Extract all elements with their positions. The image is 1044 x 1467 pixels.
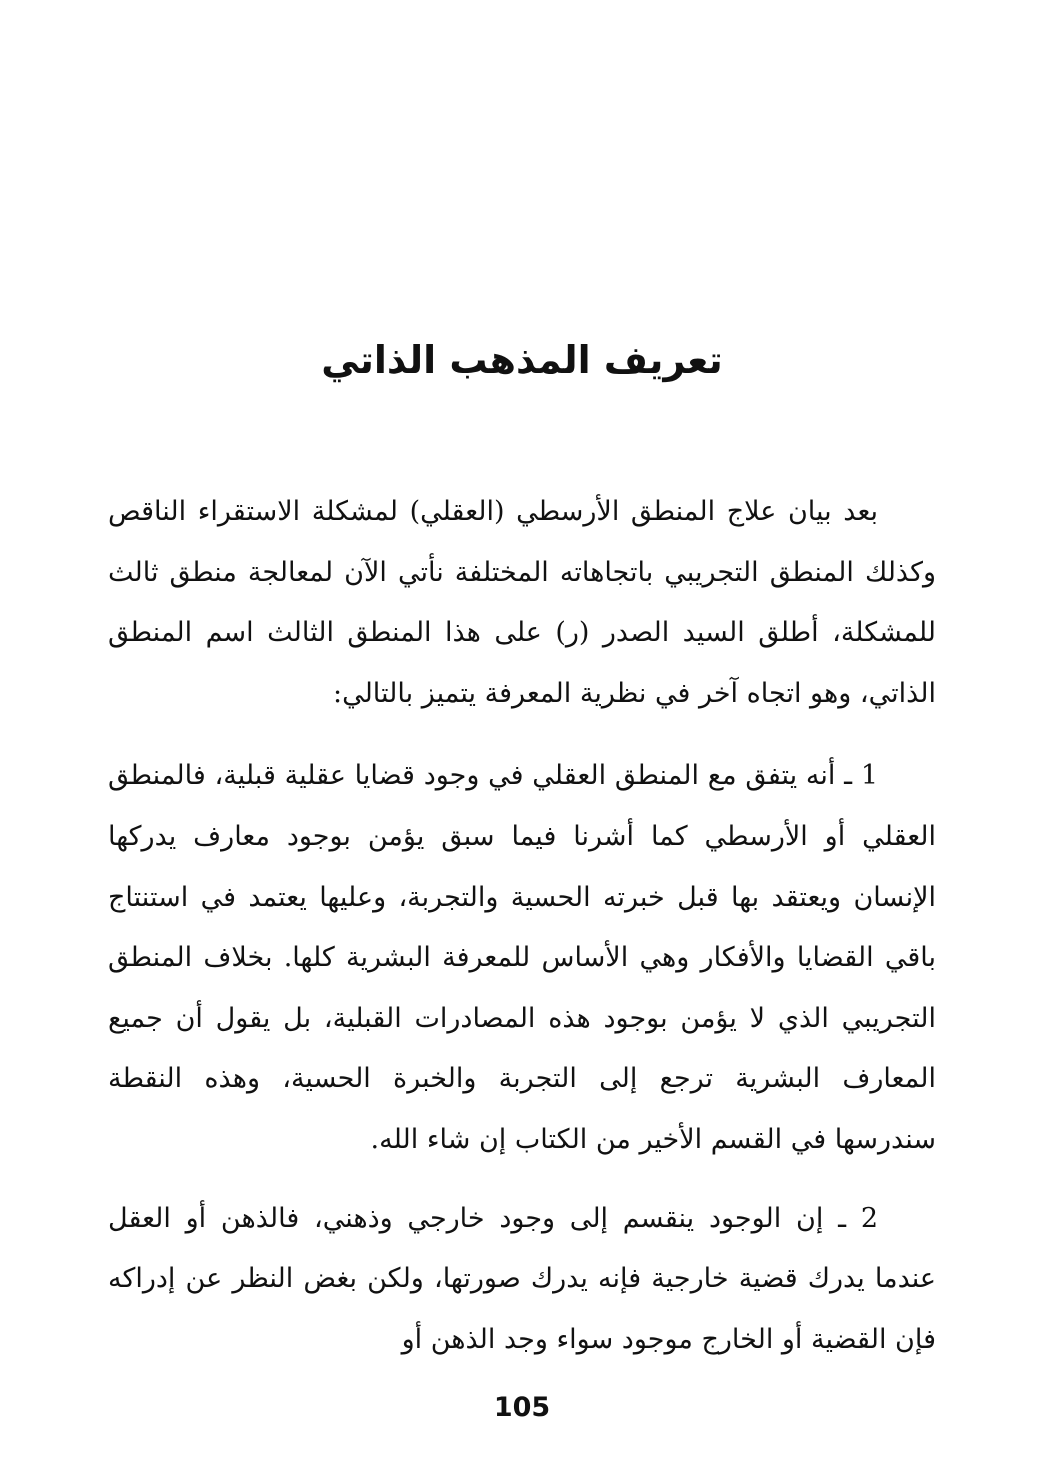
body-text [108, 482, 936, 1392]
paragraph-point-2: 2 ـ إن الوجود ينقسم إلى وجود خارجي وذهني، فالذهن أو العقل عندما يدرك قضية خارجية فإنه يدرك صورتها، ولكن بغض النظر عن إدراكه فإن القضية أو الخارج موجود سواء وجد الذهن أو [108, 1202, 936, 1355]
page-number: 105 [493, 1392, 551, 1423]
paragraph-intro: بعد بيان علاج المنطق الأرسطي (العقلي) لمشكلة الاستقراء الناقص وكذلك المنطق التجريبي باتجاهاته المختلفة نأتي الآن لمعالجة منطق ثالث للمشكلة، أطلق السيد الصدر (ر) على هذا المنطق الثالث اسم المنطق الذاتي، وهو اتجاه آخر في نظرية المعرفة يتميز بالتالي: [108, 496, 936, 709]
paragraph-point-1: 1 ـ أنه يتفق مع المنطق العقلي في وجود قضايا عقلية قبلية، فالمنطق العقلي أو الأرسطي كما أشرنا فيما سبق يؤمن بوجود معارف يدركها الإنسان ويعتقد بها قبل خبرته الحسية والتجربة، وعليها يعتمد في استنتاج باقي القضايا والأفكار وهي الأساس للمعرفة البشرية كلها. بخلاف المنطق التجريبي الذي لا يؤمن بوجود هذه المصادرات القبلية، بل يقول أن جميع المعارف البشرية ترجع إلى التجربة والخبرة الحسية، وهذه النقطة سندرسها في القسم الأخير من الكتاب إن شاء الله. [108, 760, 936, 1155]
chapter-title: تعريف المذهب الذاتي [321, 338, 723, 383]
